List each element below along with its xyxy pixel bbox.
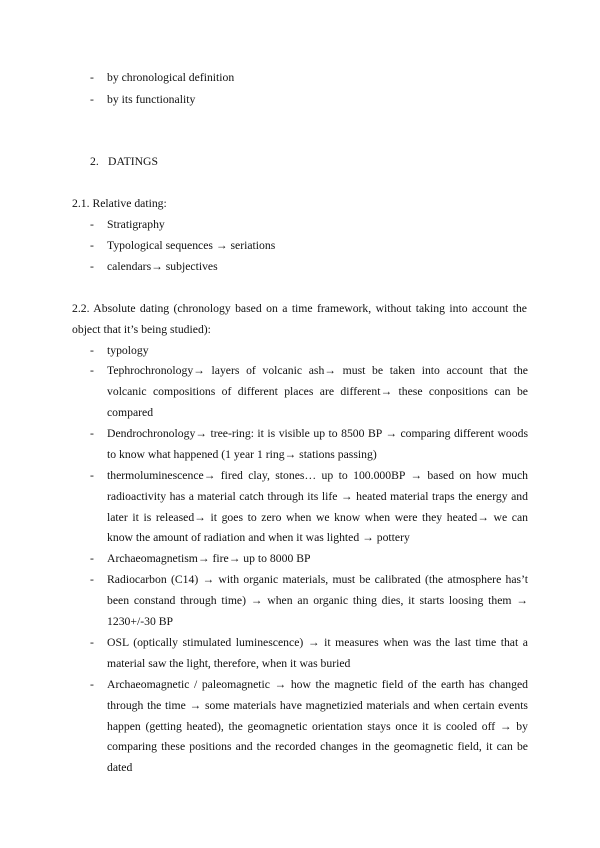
list-item bbox=[90, 341, 528, 362]
section-number: 2. bbox=[90, 155, 99, 168]
list-item bbox=[90, 236, 528, 257]
list-item bbox=[90, 68, 528, 89]
list-item-text: Archaeomagnetism→ fire→ up to 8000 BP bbox=[107, 552, 311, 565]
list-item bbox=[90, 424, 528, 466]
list-item bbox=[90, 570, 528, 632]
list-item-text: Stratigraphy bbox=[107, 218, 165, 231]
list-item-text: Typological sequences → seriations bbox=[107, 239, 276, 252]
list-item-text: by chronological definition bbox=[107, 71, 235, 84]
subsection-heading-relative: 2.1. Relative dating: bbox=[72, 197, 167, 210]
list-item bbox=[90, 361, 528, 423]
list-item-text: Archaeomagnetic / paleomagnetic → how the magnetic field of the earth has changed through the time → some materials have magnetizied materials and when certain events happen (getting heated), the geomagnetic orientation stays once it is cooled off → by comparing these positions and the recorded changes in the geomagnetic field, it can be dated bbox=[107, 678, 528, 775]
list-dash: - bbox=[90, 93, 94, 106]
list-dash: - bbox=[90, 364, 94, 377]
list-dash: - bbox=[90, 469, 94, 482]
list-item-text: calendars→ subjectives bbox=[107, 260, 218, 273]
section-title: DATINGS bbox=[108, 155, 158, 168]
list-dash: - bbox=[90, 218, 94, 231]
list-item bbox=[90, 90, 528, 111]
list-dash: - bbox=[90, 552, 94, 565]
list-dash: - bbox=[90, 636, 94, 649]
list-item-text: thermoluminescence→ fired clay, stones… up to 100.000BP → based on how much radioactivity has a material catch through its life → heated material traps the energy and later it is released→ it goes to zero when we know when were they heated→ we can know the amount of radiation and when it was lighted → pottery bbox=[107, 469, 528, 545]
list-item bbox=[90, 633, 528, 675]
list-dash: - bbox=[90, 71, 94, 84]
list-item bbox=[90, 215, 528, 236]
list-item-text: Radiocarbon (C14) → with organic materials, must be calibrated (the atmosphere has’t been constand through time) → when an organic thing dies, it starts loosing them → 1230+/-30 BP bbox=[107, 573, 528, 628]
list-item bbox=[90, 549, 528, 570]
list-item bbox=[90, 675, 528, 779]
list-item-text: OSL (optically stimulated luminescence) → it measures when was the last time that a material saw the light, therefore, when it was buried bbox=[107, 636, 528, 670]
list-item-text: by its functionality bbox=[107, 93, 196, 106]
list-dash: - bbox=[90, 573, 94, 586]
list-dash: - bbox=[90, 344, 94, 357]
list-item-text: Dendrochronology→ tree-ring: it is visible up to 8500 BP → comparing different woods to know what happened (1 year 1 ring→ stations passing) bbox=[107, 427, 528, 461]
list-dash: - bbox=[90, 678, 94, 691]
list-dash: - bbox=[90, 239, 94, 252]
list-item-text: typology bbox=[107, 344, 149, 357]
list-dash: - bbox=[90, 427, 94, 440]
list-item bbox=[90, 466, 528, 549]
list-item-text: Tephrochronology→ layers of volcanic ash→ must be taken into account that the volcanic compositions of different places are different→ these conpositions can be compared bbox=[107, 364, 528, 419]
subsection-heading-absolute: 2.2. Absolute dating (chronology based on a time framework, without taking into account the object that it’s being studied): bbox=[72, 302, 527, 336]
list-dash: - bbox=[90, 260, 94, 273]
list-item bbox=[90, 257, 528, 278]
